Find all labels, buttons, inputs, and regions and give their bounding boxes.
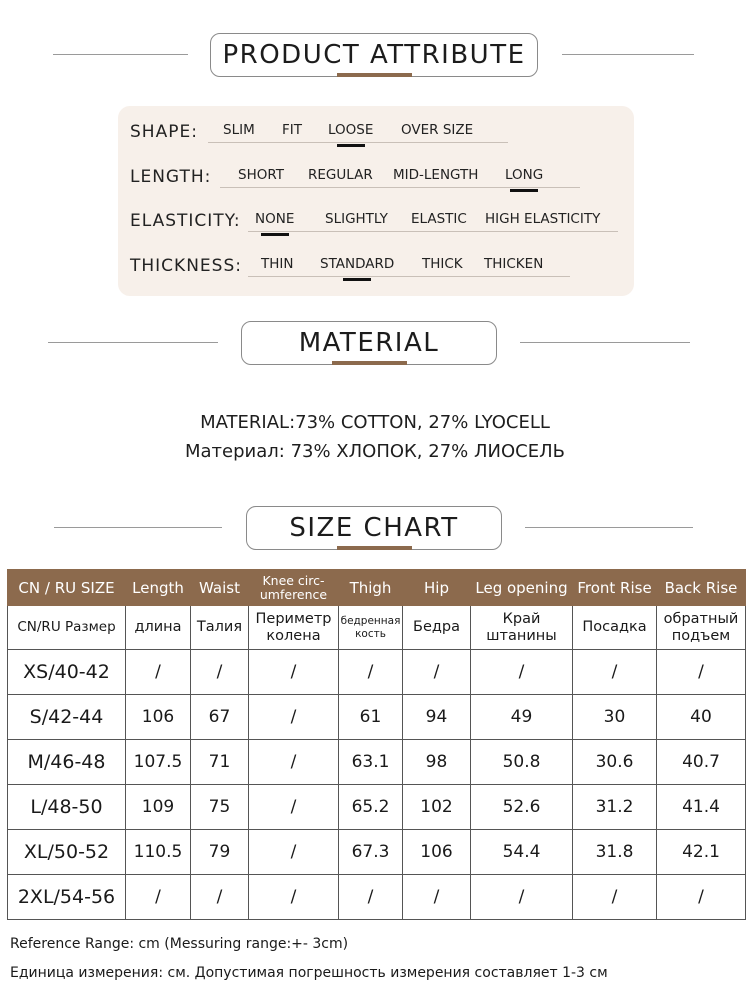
- header-cell: Thigh: [339, 570, 403, 606]
- size-label-cell: XL/50-52: [8, 830, 126, 875]
- table-cell: /: [249, 695, 339, 740]
- table-cell: /: [126, 650, 191, 695]
- table-cell: 75: [191, 785, 249, 830]
- attr-option-selected: STANDARD: [320, 256, 395, 272]
- section-title: MATERIAL: [241, 321, 497, 365]
- table-cell: 107.5: [126, 740, 191, 785]
- header-cell: Front Rise: [573, 570, 657, 606]
- table-cell: /: [249, 875, 339, 920]
- size-label-cell: 2XL/54-56: [8, 875, 126, 920]
- size-chart-header: [0, 498, 750, 558]
- attr-baseline: [208, 142, 508, 143]
- size-label-cell: L/48-50: [8, 785, 126, 830]
- divider-right: [562, 54, 694, 55]
- table-row: [8, 650, 746, 695]
- attr-option-selected: LONG: [505, 167, 544, 183]
- table-cell: 98: [403, 740, 471, 785]
- table-row: [8, 740, 746, 785]
- table-cell: /: [191, 650, 249, 695]
- section-title: PRODUCT ATTRIBUTE: [210, 33, 538, 77]
- table-cell: 63.1: [339, 740, 403, 785]
- table-cell: 41.4: [657, 785, 746, 830]
- attr-row-elasticity: [130, 209, 630, 239]
- attribute-panel: [118, 106, 634, 296]
- material-text-ru: Материал: 73% ХЛОПОК, 27% ЛИОСЕЛЬ: [185, 441, 565, 462]
- header-ru-cell: Посадка: [573, 606, 657, 650]
- table-cell: 65.2: [339, 785, 403, 830]
- table-cell: 30.6: [573, 740, 657, 785]
- header-ru-cell: Талия: [191, 606, 249, 650]
- size-label-cell: XS/40-42: [8, 650, 126, 695]
- header-ru-cell: Бедра: [403, 606, 471, 650]
- table-cell: /: [471, 650, 573, 695]
- table-cell: 67: [191, 695, 249, 740]
- table-cell: /: [573, 875, 657, 920]
- table-cell: /: [249, 830, 339, 875]
- attr-option: THICK: [422, 256, 463, 272]
- table-cell: /: [403, 650, 471, 695]
- header-cell: Leg opening: [471, 570, 573, 606]
- divider-right: [520, 342, 690, 343]
- table-cell: /: [126, 875, 191, 920]
- attr-label: THICKNESS:: [130, 256, 242, 276]
- attr-option-selected: NONE: [255, 211, 295, 227]
- header-ru-cell: CN/RU Размер: [8, 606, 126, 650]
- header-cell: Length: [126, 570, 191, 606]
- table-cell: 30: [573, 695, 657, 740]
- table-cell: /: [249, 740, 339, 785]
- table-cell: /: [249, 650, 339, 695]
- header-cell: CN / RU SIZE: [8, 570, 126, 606]
- table-cell: 67.3: [339, 830, 403, 875]
- attr-option: MID-LENGTH: [393, 167, 479, 183]
- title-accent: [332, 361, 407, 365]
- size-chart-table: [7, 569, 746, 920]
- attr-option: OVER SIZE: [401, 122, 474, 138]
- header-row-ru: [8, 606, 746, 650]
- table-cell: 31.8: [573, 830, 657, 875]
- section-title: SIZE CHART: [246, 506, 502, 550]
- product-attribute-header: [0, 25, 750, 85]
- attr-option-selected: LOOSE: [328, 122, 374, 138]
- attr-baseline: [248, 231, 618, 232]
- table-cell: 52.6: [471, 785, 573, 830]
- table-cell: 40: [657, 695, 746, 740]
- attr-option: ELASTIC: [411, 211, 467, 227]
- material-text-en: MATERIAL:73% COTTON, 27% LYOCELL: [200, 412, 550, 433]
- attr-option: REGULAR: [308, 167, 373, 183]
- divider-left: [54, 527, 222, 528]
- table-cell: /: [249, 785, 339, 830]
- header-cell: Back Rise: [657, 570, 746, 606]
- attr-baseline: [220, 187, 580, 188]
- header-ru-cell: обратный подъем: [657, 606, 746, 650]
- table-cell: 106: [403, 830, 471, 875]
- size-label-cell: S/42-44: [8, 695, 126, 740]
- divider-right: [525, 527, 693, 528]
- attr-row-shape: [130, 120, 630, 150]
- attr-option: SLIGHTLY: [325, 211, 388, 227]
- attr-baseline: [248, 276, 570, 277]
- attr-row-length: [130, 165, 630, 195]
- attr-option: THIN: [261, 256, 294, 272]
- table-row: [8, 875, 746, 920]
- attr-option: THICKEN: [484, 256, 544, 272]
- attr-label: SHAPE:: [130, 122, 198, 142]
- header-ru-cell: Край штанины: [471, 606, 573, 650]
- attr-option: FIT: [282, 122, 302, 138]
- header-ru-cell: длина: [126, 606, 191, 650]
- table-cell: 102: [403, 785, 471, 830]
- attr-row-thickness: [130, 254, 630, 284]
- header-row: [8, 570, 746, 606]
- table-cell: 40.7: [657, 740, 746, 785]
- table-cell: /: [657, 875, 746, 920]
- table-cell: 110.5: [126, 830, 191, 875]
- header-ru-cell: Периметр колена: [249, 606, 339, 650]
- reference-note-en: Reference Range: cm (Messuring range:+- 3cm): [10, 936, 349, 952]
- table-cell: 94: [403, 695, 471, 740]
- table-cell: /: [657, 650, 746, 695]
- divider-left: [53, 54, 188, 55]
- header-ru-cell: бедренная кость: [339, 606, 403, 650]
- table-row: [8, 695, 746, 740]
- table-cell: 54.4: [471, 830, 573, 875]
- attr-option: SLIM: [223, 122, 255, 138]
- table-cell: 106: [126, 695, 191, 740]
- attr-label: ELASTICITY:: [130, 211, 241, 231]
- table-cell: /: [403, 875, 471, 920]
- table-cell: 79: [191, 830, 249, 875]
- table-cell: /: [573, 650, 657, 695]
- header-cell: Hip: [403, 570, 471, 606]
- table-cell: /: [339, 650, 403, 695]
- divider-left: [48, 342, 218, 343]
- table-cell: 49: [471, 695, 573, 740]
- table-cell: 50.8: [471, 740, 573, 785]
- table-cell: /: [339, 875, 403, 920]
- attr-label: LENGTH:: [130, 167, 212, 187]
- table-row: [8, 830, 746, 875]
- table-cell: /: [191, 875, 249, 920]
- table-cell: 71: [191, 740, 249, 785]
- table-cell: 31.2: [573, 785, 657, 830]
- table-cell: 109: [126, 785, 191, 830]
- title-accent: [337, 73, 412, 77]
- attr-option: HIGH ELASTICITY: [485, 211, 601, 227]
- table-cell: 42.1: [657, 830, 746, 875]
- reference-note-ru: Единица измерения: см. Допустимая погрешность измерения составляет 1-3 см: [10, 965, 608, 981]
- table-cell: 61: [339, 695, 403, 740]
- title-accent: [337, 546, 412, 550]
- header-cell: Knee circ-umference: [249, 570, 339, 606]
- size-label-cell: M/46-48: [8, 740, 126, 785]
- header-cell: Waist: [191, 570, 249, 606]
- material-header: [0, 313, 750, 373]
- table-row: [8, 785, 746, 830]
- attr-option: SHORT: [238, 167, 284, 183]
- table-cell: /: [471, 875, 573, 920]
